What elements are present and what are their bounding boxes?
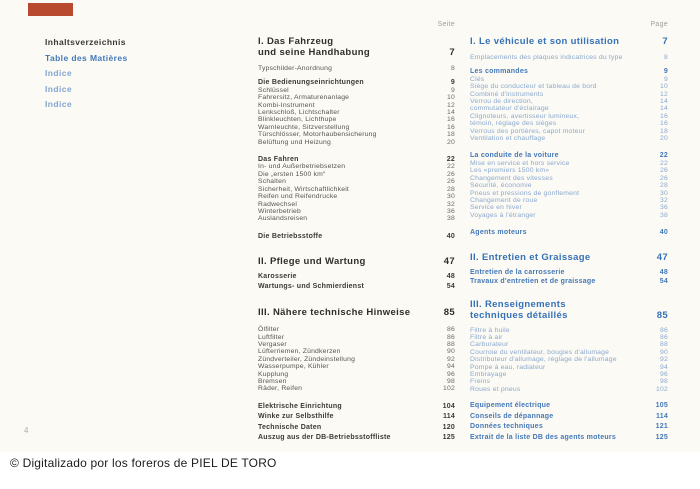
toc-entry	[470, 371, 668, 378]
toc-group	[470, 228, 668, 238]
toc-entry	[258, 139, 455, 146]
toc-entry-label: Filtre à huile	[470, 326, 510, 334]
toc-entry-label: Luftfilter	[258, 333, 285, 341]
toc-entry	[470, 98, 668, 105]
toc-entry-label: Clés	[470, 75, 485, 83]
toc-entry-page: 26	[447, 178, 455, 186]
toc-entry-page: 36	[447, 207, 455, 215]
toc-entry	[258, 412, 455, 423]
toc-entry-page: 48	[659, 268, 668, 276]
toc-entry-page: 18	[447, 131, 455, 139]
toc-entry-label: Courroie du ventilateur, bougies d'allumage	[470, 348, 610, 356]
toc-entry	[470, 252, 668, 263]
toc-entry-label: II. Pflege und Wartung	[258, 256, 366, 268]
toc-entry	[258, 215, 455, 222]
toc-entry-page: 47	[443, 256, 455, 268]
toc-entry-page: 16	[447, 116, 455, 124]
toc-entry	[470, 277, 668, 287]
toc-entry-label: und seine Handhabung	[258, 47, 371, 58]
toc-entry	[258, 131, 455, 138]
toc-entry	[470, 378, 668, 385]
toc-entry-page: 14	[660, 98, 668, 106]
toc-label-indice: Indice	[45, 99, 72, 109]
toc-entry-label: Freins	[470, 378, 491, 386]
toc-entry-label: Wartungs- und Schmierdienst	[258, 282, 365, 290]
toc-group	[258, 156, 455, 223]
toc-entry-page: 22	[447, 163, 455, 171]
toc-entry	[258, 307, 455, 318]
toc-entry	[258, 232, 455, 242]
toc-entry	[470, 299, 668, 310]
toc-group	[470, 152, 668, 219]
toc-entry-page: 47	[656, 251, 668, 263]
toc-entry	[470, 401, 668, 412]
toc-group	[470, 327, 668, 394]
toc-entry	[258, 47, 455, 58]
toc-entry	[470, 113, 668, 120]
toc-entry-label: Travaux d'entretien et de graissage	[470, 278, 596, 286]
toc-entry-label: Radwechsel	[258, 200, 298, 208]
toc-entry	[470, 91, 668, 98]
toc-entry-label: témoin, réglage des sièges	[470, 120, 557, 128]
toc-entry	[258, 378, 455, 385]
toc-entry	[470, 190, 668, 197]
toc-entry-page: 12	[447, 101, 455, 109]
toc-entry-page: 8	[664, 54, 668, 61]
toc-entry-label: I. Das Fahrzeug	[258, 36, 334, 47]
toc-entry	[258, 201, 455, 208]
toc-entry	[470, 268, 668, 278]
toc-entry	[258, 256, 455, 267]
toc-group	[470, 268, 668, 287]
toc-entry-page: 22	[660, 159, 668, 167]
toc-entry	[470, 364, 668, 371]
toc-entry-label: Carburateur	[470, 341, 509, 349]
toc-entry	[470, 175, 668, 182]
toc-entry	[258, 433, 455, 444]
toc-entry-label: Verrous des portières, capot moteur	[470, 127, 586, 135]
toc-entry-label: Sicherheit, Wirtschaftlichkeit	[258, 185, 349, 193]
toc-entry	[258, 326, 455, 333]
toc-entry-label: Verrou de direction,	[470, 98, 533, 106]
toc-entry-label: Pompe à eau, radiateur	[470, 363, 546, 371]
toc-entry-page: 32	[660, 196, 668, 204]
toc-entry-page: 30	[660, 189, 668, 197]
toc-entry-label: Kupplung	[258, 370, 289, 378]
toc-entry-label: Räder, Reifen	[258, 385, 303, 393]
toc-entry-page: 20	[447, 138, 455, 146]
toc-entry-page: 28	[660, 182, 668, 190]
toc-entry-label: commutateur d'éclairage	[470, 105, 549, 113]
toc-entry-page: 125	[442, 434, 455, 442]
column-header-seite: Seite	[437, 21, 455, 28]
toc-entry-page: 86	[660, 326, 668, 334]
toc-entry-label: Fahrersitz, Armaturenanlage	[258, 94, 350, 102]
toc-entry	[258, 178, 455, 185]
toc-entry-page: 7	[449, 47, 455, 58]
toc-entry-label: Die „ersten 1500 km“	[258, 170, 326, 178]
toc-group	[258, 272, 455, 291]
toc-entry-page: 98	[660, 378, 668, 386]
toc-entry-label: III. Nähere technische Hinweise	[258, 307, 411, 319]
toc-entry-label: La conduite de la voiture	[470, 152, 559, 160]
toc-group	[470, 68, 668, 142]
toc-entry	[470, 160, 668, 167]
toc-entry-page: 14	[660, 105, 668, 113]
toc-entry-page: 38	[447, 215, 455, 223]
toc-entry-label: Roues et pneus	[470, 385, 521, 393]
toc-entry	[470, 135, 668, 142]
toc-entry-label: Belüftung und Heizung	[258, 138, 331, 146]
toc-entry-label: Clignoteurs, avertisseur lumineux,	[470, 112, 580, 120]
toc-entry-page: 26	[660, 167, 668, 175]
toc-entry-page: 85	[443, 307, 455, 319]
toc-entry-page: 90	[660, 348, 668, 356]
toc-entry-page: 22	[659, 152, 668, 160]
toc-entry	[258, 208, 455, 215]
toc-entry-label: Das Fahren	[258, 156, 299, 164]
toc-entry-page: 9	[663, 68, 668, 76]
toc-entry	[258, 363, 455, 370]
toc-entry-page: 7	[662, 36, 668, 47]
toc-entry	[258, 156, 455, 163]
column-header-page: Page	[650, 21, 668, 28]
toc-group	[258, 79, 455, 146]
toc-entry-label: Winterbetrieb	[258, 207, 302, 215]
toc-entry-page: 8	[451, 65, 455, 72]
toc-entry-page: 104	[442, 402, 455, 410]
toc-entry	[258, 171, 455, 178]
toc-entry	[470, 36, 668, 47]
toc-entry	[470, 349, 668, 356]
toc-entry-label: Embrayage	[470, 371, 507, 379]
toc-entry-label: In- und Außerbetriebsetzen	[258, 163, 346, 171]
toc-entry-page: 120	[442, 423, 455, 431]
toc-entry-label: Changement des vitesses	[470, 174, 553, 182]
toc-entry	[470, 120, 668, 127]
toc-entry-page: 105	[655, 402, 668, 410]
toc-entry-label: Siège du conducteur et tableau de bord	[470, 83, 597, 91]
toc-entry	[258, 116, 455, 123]
toc-entry-page: 9	[451, 86, 455, 94]
toc-entry-page: 114	[442, 413, 455, 421]
toc-entry-page: 16	[660, 120, 668, 128]
toc-entry	[258, 109, 455, 116]
toc-entry-label: Changement de roue	[470, 196, 538, 204]
toc-group	[470, 54, 668, 61]
toc-entry-label: Agents moteurs	[470, 229, 527, 237]
toc-entry-page: 40	[659, 229, 668, 237]
toc-entry	[470, 356, 668, 363]
toc-entry-label: Filtre à air	[470, 334, 503, 342]
toc-entry	[470, 422, 668, 433]
toc-entry-page: 48	[446, 273, 455, 281]
toc-entry-page: 92	[660, 356, 668, 364]
toc-entry-label: Türschlösser, Motorhaubensicherung	[258, 131, 377, 139]
toc-entry	[258, 423, 455, 434]
toc-entry-page: 90	[447, 348, 455, 356]
toc-entry	[258, 65, 455, 72]
toc-group	[258, 307, 455, 318]
toc-entry-page: 96	[447, 370, 455, 378]
toc-entry	[470, 204, 668, 211]
toc-entry-label: Distributeur d'allumage, réglage de l'allumage	[470, 356, 617, 364]
toc-group	[470, 36, 668, 47]
toc-entry-label: Typschilder-Anordnung	[258, 65, 333, 72]
toc-entry-label: Sécurité, économie	[470, 182, 532, 190]
toc-entry-label: Die Betriebsstoffe	[258, 232, 323, 240]
toc-entry	[258, 186, 455, 193]
toc-group	[258, 402, 455, 444]
toc-entry	[470, 76, 668, 83]
toc-entry-label: II. Entretien et Graissage	[470, 251, 591, 263]
toc-entry-label: Les commandes	[470, 68, 529, 76]
toc-entry-label: Lüfterriemen, Zündkerzen	[258, 348, 341, 356]
toc-entry-label: Données techniques	[470, 423, 543, 431]
toc-entry-label: Mise en service et hors service	[470, 159, 570, 167]
toc-entry-page: 92	[447, 355, 455, 363]
toc-column-german	[258, 36, 455, 444]
toc-entry-label: Kombi-Instrument	[258, 101, 315, 109]
toc-entry-page: 28	[447, 185, 455, 193]
toc-entry	[470, 68, 668, 75]
toc-entry	[470, 334, 668, 341]
toc-entry-label: Bremsen	[258, 378, 287, 386]
toc-entry-page: 54	[659, 278, 668, 286]
toc-entry-label: Zündverteiler, Zündeinstellung	[258, 355, 356, 363]
toc-label-fr: Table des Matières	[45, 52, 128, 63]
toc-entry-page: 18	[660, 127, 668, 135]
toc-entry	[470, 83, 668, 90]
toc-entry-page: 26	[660, 174, 668, 182]
toc-label-indice: Indice	[45, 68, 72, 78]
toc-entry	[258, 193, 455, 200]
toc-entry-page: 54	[446, 282, 455, 290]
toc-group	[258, 232, 455, 242]
toc-entry-page: 40	[446, 232, 455, 240]
toc-group	[470, 401, 668, 443]
toc-entry-page: 94	[660, 363, 668, 371]
toc-entry	[470, 54, 668, 61]
toc-entry	[470, 167, 668, 174]
toc-entry-page: 38	[660, 211, 668, 219]
toc-entry-label: Service en hiver	[470, 204, 522, 212]
toc-entry-label: Les «premiers 1500 km»	[470, 167, 550, 175]
toc-entry-page: 102	[656, 385, 668, 393]
toc-entry	[470, 128, 668, 135]
toc-entry-page: 94	[447, 363, 455, 371]
toc-entry-label: Emplacements des plaques indicatrices du type	[470, 54, 623, 61]
toc-entry	[470, 433, 668, 444]
toc-entry-page	[451, 36, 455, 47]
toc-entry	[258, 163, 455, 170]
toc-label-de: Inhaltsverzeichnis	[45, 37, 126, 47]
toc-group	[258, 36, 455, 58]
toc-entry-label: Lenkschloß, Lichtschalter	[258, 109, 340, 117]
toc-entry	[258, 356, 455, 363]
toc-entry-label: Warnleuchte, Sitzverstellung	[258, 123, 350, 131]
toc-entry	[258, 87, 455, 94]
toc-entry-page: 85	[656, 309, 668, 321]
red-corner-tab	[28, 3, 73, 16]
toc-entry-label: Combiné d'instruments	[470, 90, 544, 98]
toc-entry	[258, 102, 455, 109]
toc-entry	[470, 310, 668, 321]
toc-entry-page: 30	[447, 193, 455, 201]
toc-group	[258, 326, 455, 393]
toc-entry	[258, 282, 455, 292]
toc-entry-page: 12	[660, 90, 668, 98]
toc-entry-page: 121	[655, 423, 668, 431]
toc-entry-label: Schalten	[258, 178, 287, 186]
toc-entry-label: Winke zur Selbsthilfe	[258, 413, 334, 421]
toc-entry-page: 114	[655, 412, 668, 420]
toc-entry-page: 96	[660, 371, 668, 379]
toc-entry-label: Voyages à l'étranger	[470, 211, 536, 219]
toc-label-indice: Indice	[45, 83, 72, 94]
toc-entry-page: 9	[450, 79, 455, 87]
toc-entry-label: Vergaser	[258, 341, 287, 349]
toc-entry-label: Elektrische Einrichtung	[258, 402, 342, 410]
toc-entry	[258, 124, 455, 131]
toc-entry-label: Auslandsreisen	[258, 215, 308, 223]
toc-entry-label: Blinkleuchten, Lichthupe	[258, 116, 337, 124]
toc-entry-label: Extrait de la liste DB des agents moteurs	[470, 433, 617, 441]
toc-entry-page	[664, 299, 668, 310]
toc-entry-page: 22	[446, 156, 455, 164]
toc-entry	[258, 348, 455, 355]
toc-entry-page: 88	[447, 341, 455, 349]
toc-entry-label: Die Bedienungseinrichtungen	[258, 79, 364, 87]
toc-group	[258, 65, 455, 72]
toc-entry	[258, 94, 455, 101]
toc-entry-page: 86	[660, 334, 668, 342]
toc-entry	[470, 105, 668, 112]
toc-entry-page: 86	[447, 326, 455, 334]
page-number: 4	[24, 426, 29, 435]
toc-entry-page: 9	[664, 75, 668, 83]
toc-entry-page: 14	[447, 109, 455, 117]
toc-entry	[470, 327, 668, 334]
watermark-text: © Digitalizado por los foreros de PIEL DE TORO	[10, 456, 277, 470]
toc-entry-label: Auszug aus der DB-Betriebsstoffliste	[258, 434, 391, 442]
toc-entry	[258, 272, 455, 282]
toc-entry	[258, 79, 455, 86]
toc-entry-label: Entretien de la carrosserie	[470, 268, 565, 276]
toc-entry-label: Karosserie	[258, 273, 297, 281]
toc-entry	[470, 152, 668, 159]
toc-group	[258, 256, 455, 267]
toc-entry-label: Conseils de dépannage	[470, 412, 554, 420]
toc-entry-page: 16	[660, 112, 668, 120]
toc-entry	[470, 412, 668, 423]
toc-entry-label: Schlüssel	[258, 86, 289, 94]
toc-entry-page: 125	[655, 433, 668, 441]
toc-entry	[258, 371, 455, 378]
toc-group	[470, 299, 668, 321]
toc-entry	[470, 182, 668, 189]
toc-entry-page: 10	[447, 94, 455, 102]
toc-entry-label: Reifen und Reifendrucke	[258, 193, 338, 201]
toc-entry	[258, 36, 455, 47]
toc-entry	[258, 334, 455, 341]
toc-entry-page: 102	[443, 385, 455, 393]
toc-entry-label: Wasserpumpe, Kühler	[258, 363, 329, 371]
toc-entry-page: 32	[447, 200, 455, 208]
toc-entry-page: 98	[447, 378, 455, 386]
toc-entry	[470, 386, 668, 393]
toc-entry-page: 26	[447, 170, 455, 178]
toc-entry-label: Pneus et pressions de gonflement	[470, 189, 580, 197]
toc-entry	[470, 197, 668, 204]
toc-entry-label: Ventilation et chauffage	[470, 135, 546, 143]
toc-entry-label: Technische Daten	[258, 423, 322, 431]
toc-group	[470, 252, 668, 263]
toc-entry	[258, 402, 455, 413]
toc-entry	[470, 212, 668, 219]
toc-entry-page: 86	[447, 333, 455, 341]
toc-entry	[258, 341, 455, 348]
toc-entry-label: Ölfilter	[258, 326, 280, 334]
toc-entry-page: 10	[660, 83, 668, 91]
toc-column-french	[470, 36, 668, 443]
toc-entry-label: I. Le véhicule et son utilisation	[470, 36, 620, 47]
toc-entry-label: Equipement électrique	[470, 402, 551, 410]
toc-language-labels	[45, 35, 128, 113]
toc-entry-label: III. Renseignements	[470, 298, 566, 310]
toc-entry-page: 36	[660, 204, 668, 212]
toc-entry	[258, 385, 455, 392]
toc-entry-page: 88	[660, 341, 668, 349]
toc-entry	[470, 341, 668, 348]
toc-entry-page: 16	[447, 123, 455, 131]
toc-entry-page: 20	[660, 135, 668, 143]
toc-entry	[470, 228, 668, 238]
toc-entry-label: techniques détaillés	[470, 309, 568, 321]
